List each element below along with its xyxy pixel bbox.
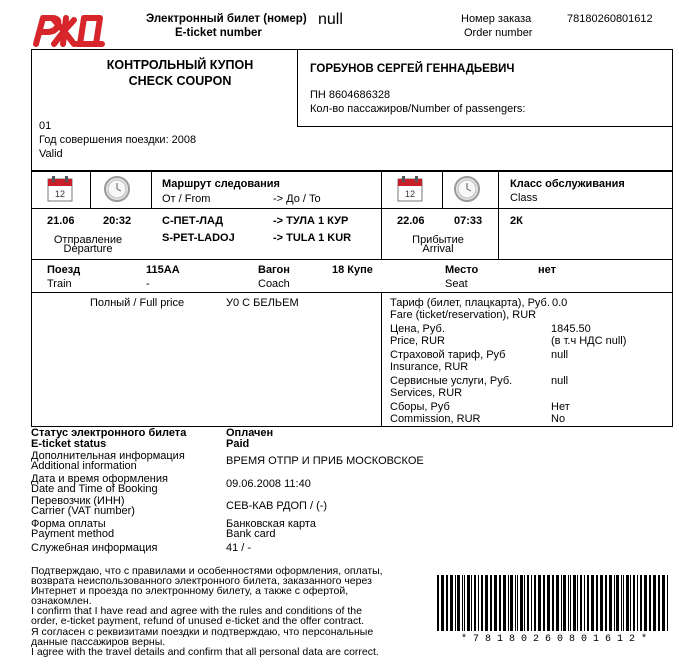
from-label: От / From (162, 193, 211, 205)
barcode-bar (649, 575, 651, 631)
barcode-bar (471, 575, 472, 631)
barcode-bar (584, 575, 585, 631)
to-station-en: -> TULA 1 KUR (273, 232, 352, 244)
departure-label-en: Departure (63, 243, 113, 255)
svg-text:12: 12 (404, 189, 416, 199)
barcode-bar (517, 575, 518, 631)
route-vline-4 (442, 171, 443, 209)
barcode-bar (552, 575, 554, 631)
arrival-date: 22.06 (397, 215, 425, 227)
barcode-bar (644, 575, 647, 631)
order-label-ru: Номер заказа (461, 13, 532, 25)
barcode-bar (543, 575, 545, 631)
services-value: null (551, 375, 569, 387)
arrival-label-ru: Прибытие (412, 234, 464, 246)
insurance-label-en: Insurance, RUR (390, 361, 469, 373)
passenger-count: Кол-во пассажиров/Number of passengers: (310, 103, 526, 115)
train-label-ru: Поезд (47, 264, 81, 276)
calendar-icon (47, 176, 73, 202)
barcode-bar (494, 575, 497, 631)
price-label-ru: Цена, Руб. (390, 323, 445, 335)
barcode-bar (485, 575, 488, 631)
class-value: 2К (510, 215, 523, 227)
price-value: 1845.50 (551, 323, 591, 335)
barcode-bar (446, 575, 448, 631)
ticket-title-en: E-ticket number (175, 27, 262, 39)
passenger-box (297, 49, 673, 127)
carrier-value: СЕВ-КАВ РДОП / (-) (226, 500, 328, 512)
confirmation-line: Подтверждаю, что с правилами и особенностями оформления, оплаты, (31, 565, 383, 577)
issue-value: 09.06.2008 11:40 (226, 478, 311, 490)
payment-label-ru: Форма оплаты (31, 518, 106, 530)
services-label-ru: Сервисные услуги, Руб. (390, 375, 513, 387)
class-label-en: Class (510, 192, 538, 204)
barcode-bar (637, 575, 638, 631)
barcode-bar (658, 575, 660, 631)
barcode-bar (515, 575, 516, 631)
barcode-bar (600, 575, 603, 631)
additional-label-ru: Дополнительная информация (31, 450, 185, 462)
car-label-en: Coach (258, 278, 290, 290)
confirmation-line: order, e-ticket payment, refund of unused e-ticket and the offer contract. (31, 615, 365, 628)
ticket-number: null (318, 11, 343, 28)
clock-icon (103, 175, 131, 203)
service-info-value: 41 / - (226, 542, 252, 554)
barcode-bar (467, 575, 470, 631)
payment-label-en: Payment method (31, 528, 115, 540)
train-number: 115АА (146, 264, 180, 276)
barcode-bar (437, 575, 439, 631)
commission-value-ru: Нет (551, 401, 570, 413)
barcode-bar (587, 575, 589, 631)
fare-divider (381, 292, 382, 427)
confirmation-line: Я согласен с реквизитами поездки и подтверждаю, что персональные (31, 625, 374, 638)
barcode-bar (474, 575, 476, 631)
arrival-label-en: Arrival (422, 243, 454, 255)
valid-label: Valid (39, 148, 63, 160)
payment-value-en: Bank card (226, 528, 276, 540)
barcode-bar (563, 575, 566, 631)
departure-label-ru: Отправление (53, 234, 123, 246)
barcode-bar (662, 575, 665, 631)
to-station-ru: -> ТУЛА 1 КУР (273, 215, 349, 227)
status-value-ru: Оплачен (226, 427, 274, 439)
insurance-label-ru: Страховой тариф, Руб (390, 349, 506, 361)
barcode-bar (481, 575, 483, 631)
commission-value-en: No (551, 413, 566, 425)
seat-label-en: Seat (445, 278, 468, 290)
barcode-bar (596, 575, 598, 631)
issue-label-en: Date and Time of Booking (31, 483, 158, 495)
barcode-bar (609, 575, 612, 631)
commission-label-ru: Сборы, Руб (390, 401, 450, 413)
barcode-bar (457, 575, 460, 631)
confirmation-line: I agree with the travel details and confirm that all personal data are correct. (31, 645, 379, 658)
carrier-label-ru: Перевозчик (ИНН) (31, 495, 125, 507)
confirmation-text (31, 566, 431, 657)
barcode-bar (478, 575, 479, 631)
barcode-bar (499, 575, 501, 631)
barcode-bar (580, 575, 582, 631)
departure-date: 21.06 (47, 215, 75, 227)
barcode-bar (520, 575, 523, 631)
barcode-bar (462, 575, 463, 631)
barcode-bar (573, 575, 576, 631)
status-label-en: E-ticket status (31, 438, 107, 450)
additional-value: ВРЕМЯ ОТПР И ПРИБ МОСКОВСКОЕ (226, 455, 424, 467)
insurance-value: null (551, 349, 569, 361)
additional-label-en: Additional information (31, 460, 137, 472)
arrival-time: 07:33 (454, 215, 483, 227)
barcode-bar (626, 575, 629, 631)
train-number-en: - (146, 278, 150, 290)
service-info-label: Служебная информация (31, 542, 158, 554)
barcode-bar (561, 575, 562, 631)
svg-text:12: 12 (54, 189, 66, 199)
barcode-bar (490, 575, 492, 631)
route-vline-5 (498, 171, 499, 260)
payment-value-ru: Банковская карта (226, 518, 316, 530)
barcode-bar (556, 575, 559, 631)
car-label-ru: Вагон (258, 264, 290, 276)
services-label-en: Services, RUR (390, 387, 463, 399)
vat-note: (в т.ч НДС null) (551, 335, 627, 347)
barcode-bar (667, 575, 668, 631)
tariff-value: 0.0 (552, 297, 568, 309)
status-value-en: Paid (226, 438, 250, 450)
barcode-bar (503, 575, 506, 631)
barcode-bar (605, 575, 607, 631)
calendar-icon (397, 176, 423, 202)
confirmation-line: данные пассажиров верны. (31, 635, 166, 648)
confirmation-line: Интернет и проезда по электронному билету, а также с офертой, (31, 585, 349, 598)
barcode-bar (633, 575, 635, 631)
barcode (437, 575, 671, 631)
issue-label-ru: Дата и время оформления (31, 473, 168, 485)
barcode-bar (568, 575, 569, 631)
tariff-label-en: Fare (ticket/reservation), RUR (390, 309, 537, 321)
barcode-bar (534, 575, 536, 631)
barcode-bar (508, 575, 509, 631)
commission-label-en: Commission, RUR (390, 413, 481, 425)
barcode-bar (455, 575, 456, 631)
rzd-logo (30, 12, 108, 48)
barcode-bar (450, 575, 453, 631)
ticket-title-ru: Электронный билет (номер) (146, 13, 307, 25)
barcode-bar (524, 575, 525, 631)
barcode-bar (510, 575, 513, 631)
route-divider (31, 208, 673, 209)
order-label-en: Order number (464, 27, 533, 39)
fare-box (31, 292, 673, 427)
barcode-bar (640, 575, 642, 631)
barcode-bar (591, 575, 594, 631)
passenger-name: ГОРБУНОВ СЕРГЕЙ ГЕННАДЬЕВИЧ (310, 63, 515, 75)
passenger-document: ПН 8604686328 (310, 89, 391, 101)
confirmation-line: ознакомлен. (31, 595, 92, 608)
confirmation-line: возврата неиспользованного электронного билета, заказанного через (31, 575, 372, 588)
barcode-bar (527, 575, 529, 631)
barcode-bar (531, 575, 532, 631)
route-vline-1 (90, 171, 91, 209)
barcode-bar (464, 575, 465, 631)
to-label: -> До / To (273, 193, 321, 205)
service-code: У0 С БЕЛЬЕМ (226, 297, 299, 309)
coupon-title-ru: КОНТРОЛЬНЫЙ КУПОН (106, 58, 254, 72)
barcode-bar (653, 575, 656, 631)
seat-value: нет (538, 264, 557, 276)
barcode-bar (623, 575, 624, 631)
coupon-code: 01 (39, 120, 52, 132)
barcode-bar (538, 575, 541, 631)
car-value: 18 Купе (332, 264, 373, 276)
barcode-bar (614, 575, 615, 631)
barcode-bar (577, 575, 578, 631)
tariff-label: Тариф (билет, плацкарта), Руб. (390, 297, 550, 309)
status-label-ru: Статус электронного билета (31, 427, 187, 439)
departure-time: 20:32 (103, 215, 132, 227)
class-label-ru: Класс обслуживания (510, 178, 625, 190)
order-number: 78180260801612 (567, 13, 653, 25)
train-label-en: Train (47, 278, 72, 290)
confirmation-line: I confirm that I have read and agree with the rules and conditions of the (31, 605, 362, 618)
barcode-bar (630, 575, 631, 631)
barcode-bar (616, 575, 619, 631)
carrier-label-en: Carrier (VAT number) (31, 505, 135, 517)
price-label-en: Price, RUR (390, 335, 446, 347)
barcode-bar (441, 575, 444, 631)
seat-label-ru: Место (445, 264, 479, 276)
from-station-ru: С-ПЕТ-ЛАД (162, 215, 224, 227)
barcode-number: * 7 8 1 8 0 2 6 0 8 0 1 6 1 2 * (460, 634, 648, 645)
barcode-bar (621, 575, 622, 631)
barcode-bar (547, 575, 550, 631)
route-vline-2 (151, 171, 152, 209)
coupon-title-en: CHECK COUPON (128, 74, 232, 88)
clock-icon (453, 175, 481, 203)
route-label: Маршрут следования (162, 178, 280, 190)
from-station-en: S-PET-LADOJ (162, 232, 235, 244)
barcode-bar (570, 575, 571, 631)
route-vline-3 (381, 171, 382, 260)
valid-year: Год совершения поездки: 2008 (39, 134, 197, 146)
full-price-label: Полный / Full price (90, 297, 185, 309)
